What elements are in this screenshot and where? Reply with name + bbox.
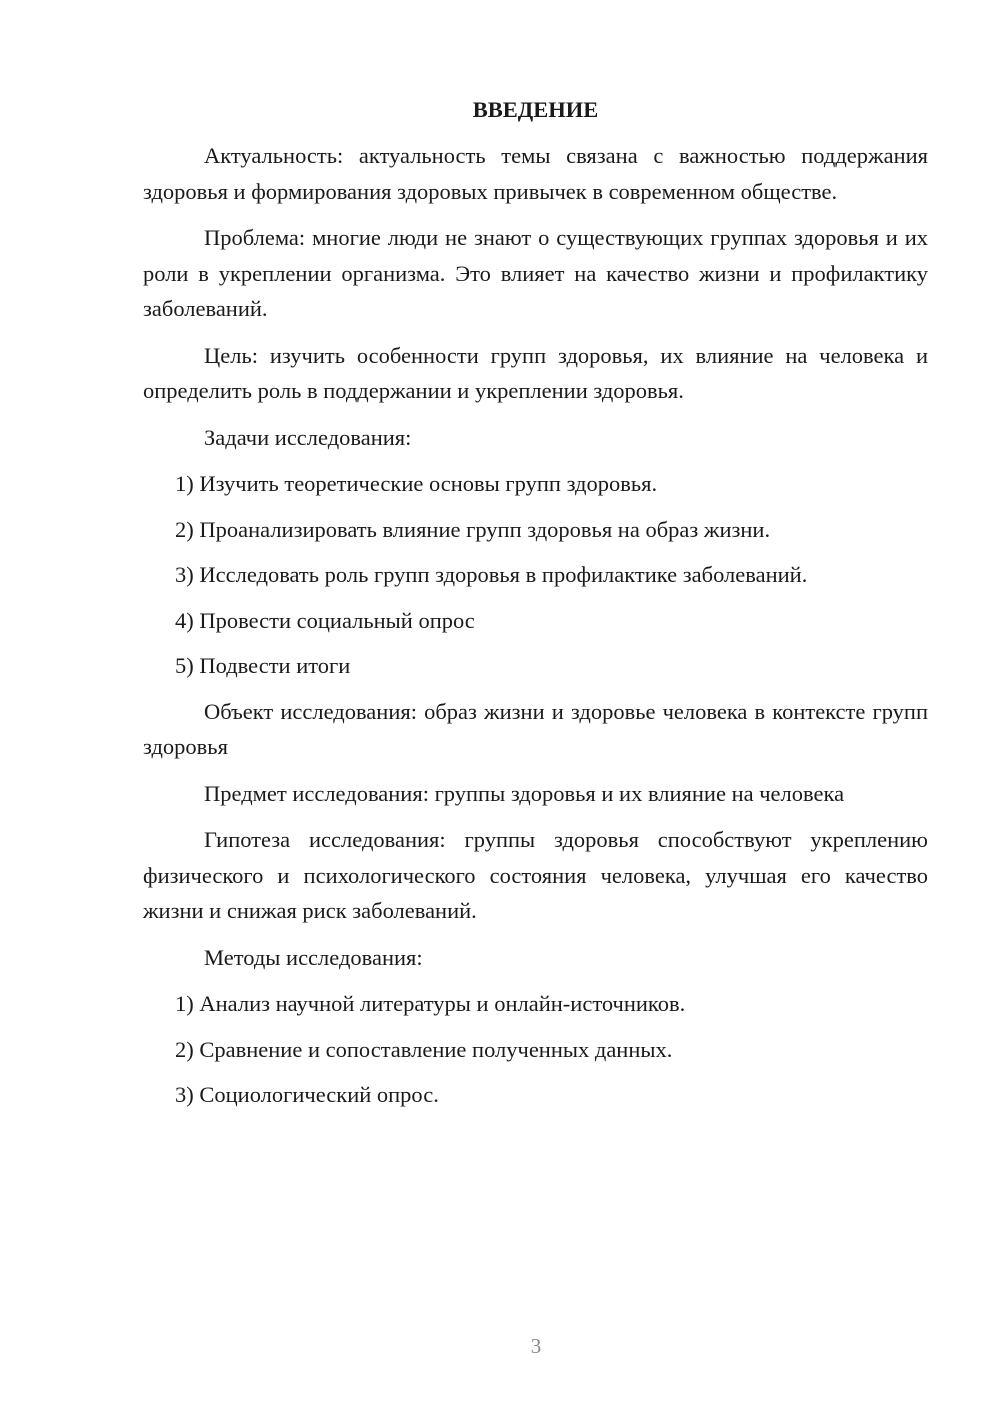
task-item-3: 3) Исследовать роль групп здоровья в профилактике заболеваний. — [175, 562, 808, 587]
task-item-1: 1) Изучить теоретические основы групп здоровья. — [175, 471, 658, 496]
methods-heading: Методы исследования: — [204, 944, 423, 970]
subject-paragraph: Предмет исследования: группы здоровья и их влияние на человека — [204, 780, 845, 806]
tasks-heading: Задачи исследования: — [204, 424, 412, 450]
goal-paragraph: Цель: изучить особенности групп здоровья, их влияние на человека и определить роль в поддержании и укреплении здоровья. — [143, 342, 928, 403]
task-item-5: 5) Подвести итоги — [175, 653, 351, 678]
task-item-2: 2) Проанализировать влияние групп здоровья на образ жизни. — [175, 516, 771, 542]
method-item-1: 1) Анализ научной литературы и онлайн-источников. — [175, 991, 686, 1016]
object-paragraph: Объект исследования: образ жизни и здоровье человека в контексте групп здоровья — [143, 698, 928, 759]
problem-paragraph: Проблема: многие люди не знают о существующих группах здоровья и их роли в укреплении организма. Это влияет на качество жизни и профилактику заболеваний. — [143, 225, 928, 321]
relevance-paragraph: Актуальность: актуальность темы связана с важностью поддержания здоровья и формирования здоровых привычек в современном обществе. — [143, 143, 928, 204]
method-item-3: 3) Социологический опрос. — [175, 1082, 439, 1107]
method-item-2: 2) Сравнение и сопоставление полученных данных. — [175, 1036, 673, 1062]
page-number: 3 — [530, 1334, 542, 1358]
hypothesis-paragraph: Гипотеза исследования: группы здоровья способствуют укреплению физического и психологического состояния человека, улучшая его качество жизни и снижая риск заболеваний. — [143, 827, 928, 923]
document-body — [143, 92, 928, 1123]
section-title: ВВЕДЕНИЕ — [472, 97, 599, 122]
task-item-4: 4) Провести социальный опрос — [175, 607, 475, 633]
